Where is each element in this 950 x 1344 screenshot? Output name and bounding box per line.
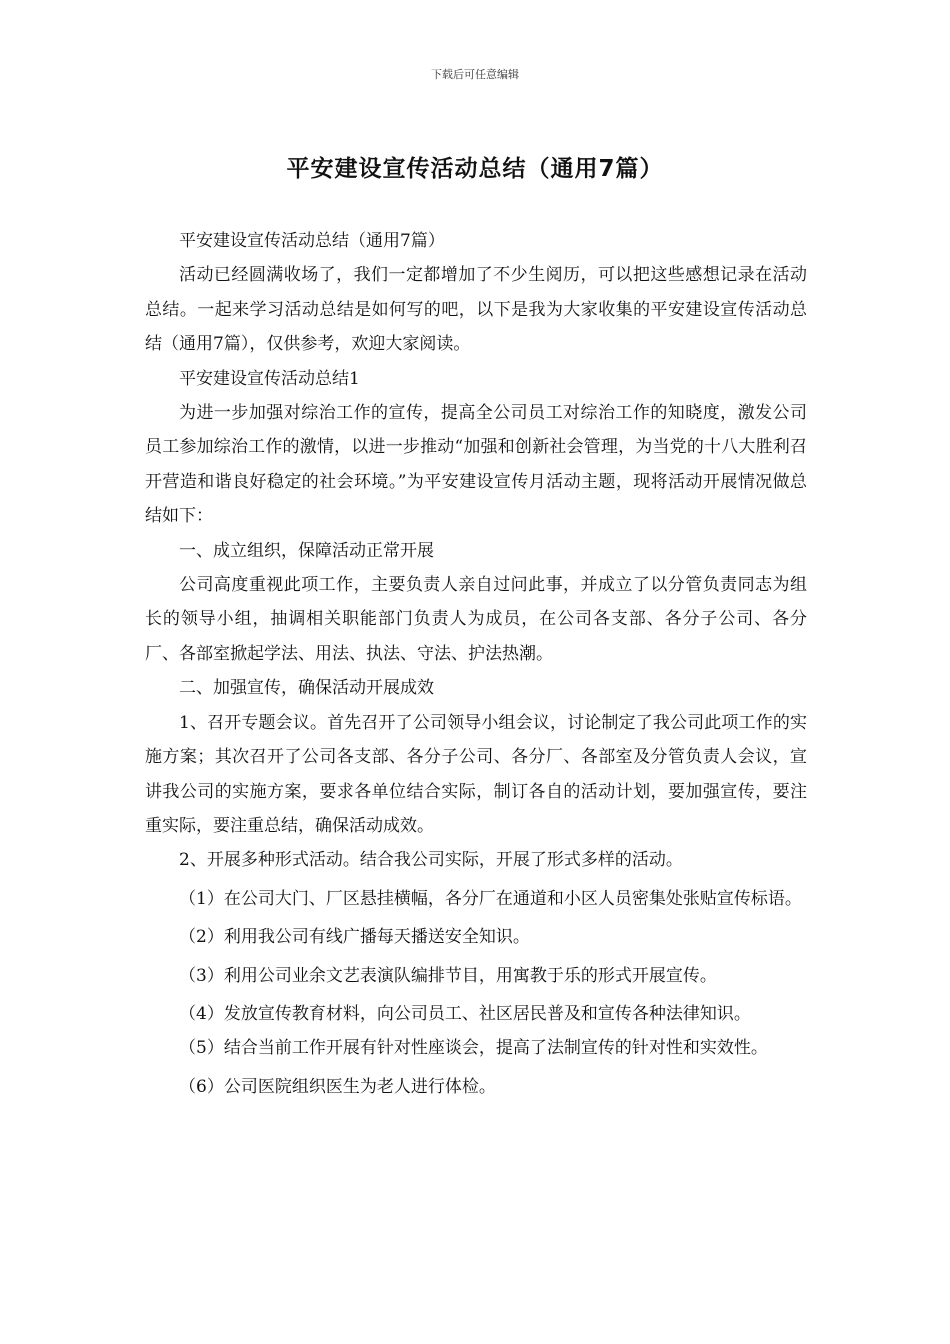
document-body — [145, 224, 807, 1104]
paragraph: 活动已经圆满收场了，我们一定都增加了不少生阅历，可以把这些感想记录在活动总结。一起来学习活动总结是如何写的吧，以下是我为大家收集的平安建设宣传活动总结（通用7篇），仅供参考，欢迎大家阅读。 — [145, 265, 807, 355]
list-item: （4）发放宣传教育材料，向公司员工、社区居民普及和宣传各种法律知识。 — [179, 1003, 751, 1024]
list-item: （3）利用公司业余文艺表演队编排节目，用寓教于乐的形式开展宣传。 — [179, 965, 717, 986]
paragraph: 平安建设宣传活动总结（通用7篇） — [179, 231, 445, 251]
paragraph: 平安建设宣传活动总结1 — [179, 368, 360, 389]
paragraph: 公司高度重视此项工作，主要负责人亲自过问此事，并成立了以分管负责同志为组长的领导小组，抽调相关职能部门负责人为成员，在公司各支部、各分子公司、各分厂、各部室掀起学法、用法、执法、守法、护法热潮。 — [145, 575, 807, 664]
list-item: （5）结合当前工作开展有针对性座谈会，提高了法制宣传的针对性和实效性。 — [179, 1038, 768, 1059]
list-item: （2）利用我公司有线广播每天播送安全知识。 — [179, 927, 530, 948]
list-item: （6）公司医院组织医生为老人进行体检。 — [179, 1076, 496, 1097]
paragraph: 1、召开专题会议。首先召开了公司领导小组会议，讨论制定了我公司此项工作的实施方案；其次召开了公司各支部、各分子公司、各分厂、各部室及分管负责人会议，宣讲我公司的实施方案，要求各单位结合实际，制订各自的活动计划，要加强宣传，要注重实际，要注重总结，确保活动成效。 — [145, 712, 807, 836]
paragraph: 2、开展多种形式活动。结合我公司实际，开展了形式多样的活动。 — [179, 850, 683, 871]
document-title: 平安建设宣传活动总结（通用7篇） — [286, 156, 664, 182]
paragraph: 为进一步加强对综治工作的宣传，提高全公司员工对综治工作的知晓度，激发公司员工参加综治工作的激情，以进一步推动“加强和创新社会管理，为当党的十八大胜利召开营造和谐良好稳定的社会环境。”为平安建设宣传月活动主题，现将活动开展情况做总结如下： — [145, 403, 807, 527]
list-item: （1）在公司大门、厂区悬挂横幅，各分厂在通道和小区人员密集处张贴宣传标语。 — [179, 888, 802, 909]
page-header-note: 下载后可任意编辑 — [431, 68, 519, 81]
section-heading: 一、成立组织，保障活动正常开展 — [179, 540, 434, 561]
section-heading: 二、加强宣传，确保活动开展成效 — [179, 678, 434, 699]
